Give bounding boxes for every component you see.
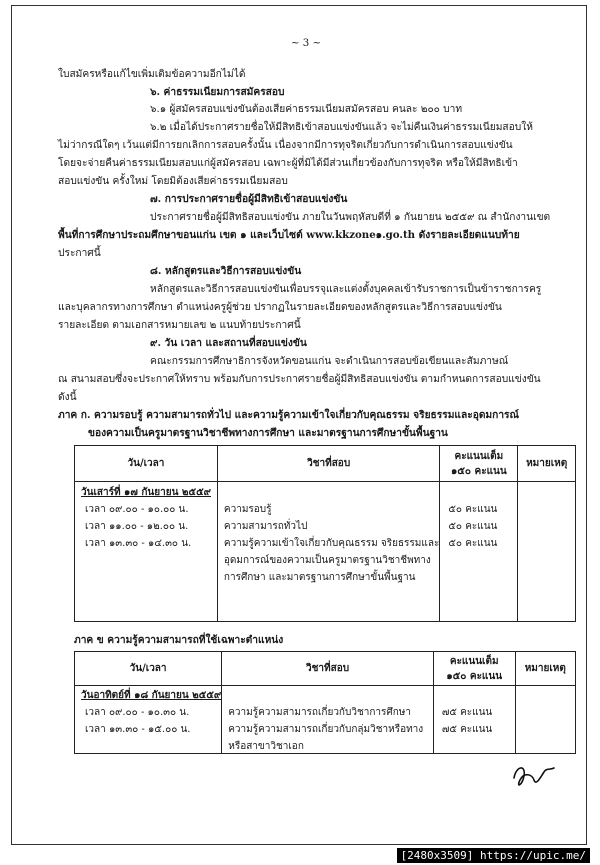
score-cell [440, 482, 518, 622]
subject-cell [222, 686, 434, 754]
text-line: โดยจะจ่ายคืนค่าธรรมเนียมสอบแก่ผู้สมัครสอบ เฉพาะผู้ที่มิได้มีส่วนเกี่ยวข้องกับการทุจริต หรือให้มีสิทธิเข้า [58, 158, 518, 169]
score-value: ๕๐ คะแนน [448, 538, 498, 549]
subject-item: อุดมการณ์ของความเป็นครูมาตรฐานวิชาชีพทาง [223, 555, 431, 566]
schedule-table-part-a [74, 445, 576, 622]
header-full-score-total: ๑๕๐ คะแนน [446, 670, 503, 682]
exam-time: เวลา ๑๑.๐๐ - ๑๒.๐๐ น. [85, 521, 189, 532]
header-date-time: วัน/เวลา [75, 446, 218, 482]
section-heading-schedule: ๙. วัน เวลา และสถานที่สอบแข่งขัน [150, 337, 307, 349]
date-time-cell [75, 482, 218, 622]
score-value: ๗๕ คะแนน [441, 707, 493, 718]
subject-cell [217, 482, 439, 622]
text-line: ๖.๒ เมื่อได้ประกาศรายชื่อให้มีสิทธิเข้าสอบแข่งขันแล้ว จะไม่คืนเงินค่าธรรมเนียมสอบให้ [150, 122, 533, 133]
score-value: ๗๕ คะแนน [441, 724, 493, 735]
score-value: ๕๐ คะแนน [448, 521, 498, 532]
header-remarks: หมายเหตุ [518, 446, 576, 482]
part-a-heading: ภาค ก. ความรอบรู้ ความสามารถทั่วไป และความรู้ความเข้าใจเกี่ยวกับคุณธรรม จริยธรรมและอุดมการณ์ [58, 409, 519, 421]
subject-item: ความสามารถทั่วไป [223, 521, 308, 532]
image-size-watermark: [2480x3509] https://upic.me/ [397, 848, 590, 863]
text-line: ดังนี้ [58, 392, 77, 403]
header-full-score [440, 446, 518, 482]
subject-item: ความรู้ความเข้าใจเกี่ยวกับคุณธรรม จริยธรรมและ [223, 538, 440, 549]
section-heading-curriculum: ๘. หลักสูตรและวิธีการสอบแข่งขัน [150, 265, 302, 277]
text-line: ประกาศนี้ [58, 248, 101, 259]
subject-item: ความรู้ความสามารถเกี่ยวกับวิชาการศึกษา [228, 707, 411, 718]
header-full-score [433, 652, 515, 686]
exam-time: เวลา ๐๙.๐๐ - ๑๐.๓๐ น. [85, 707, 190, 718]
schedule-table-part-b [74, 651, 576, 754]
score-cell [433, 686, 515, 754]
text-line: ประกาศรายชื่อผู้มีสิทธิสอบแข่งขัน ภายในวันพฤหัสบดีที่ ๑ กันยายน ๒๕๕๙ ณ สำนักงานเขต [150, 212, 551, 223]
header-subject: วิชาที่สอบ [222, 652, 434, 686]
header-full-score-total: ๑๕๐ คะแนน [451, 465, 507, 477]
text-line: และบุคลากรทางการศึกษา ตำแหน่งครูผู้ช่วย ปรากฏในรายละเอียดของหลักสูตรและวิธีการสอบแข่งขัน [58, 302, 502, 313]
score-value: ๕๐ คะแนน [448, 504, 498, 515]
section-heading-announcement: ๗. การประกาศรายชื่อผู้มีสิทธิเข้าสอบแข่งขัน [150, 193, 348, 205]
remarks-cell [518, 482, 576, 622]
text-line: หลักสูตรและวิธีการสอบแข่งขันเพื่อบรรจุและแต่งตั้งบุคคลเข้ารับราชการเป็นข้าราชการครู [150, 284, 542, 295]
exam-time: เวลา ๑๓.๓๐ - ๑๔.๓๐ น. [85, 538, 192, 549]
page-number: ~ 3 ~ [291, 38, 322, 49]
text-line: ๖.๑ ผู้สมัครสอบแข่งขันต้องเสียค่าธรรมเนียมสมัครสอบ คนละ ๒๐๐ บาท [150, 104, 463, 115]
text-line: คณะกรรมการศึกษาธิการจังหวัดขอนแก่น จะดำเนินการสอบข้อเขียนและสัมภาษณ์ [150, 356, 509, 367]
header-full-score-label: คะแนนเต็ม [454, 450, 504, 462]
section-heading-fee: ๖. ค่าธรรมเนียมการสมัครสอบ [150, 86, 285, 98]
text-line: สอบแข่งขัน ครั้งใหม่ โดยมิต้องเสียค่าธรรมเนียมสอบ [58, 176, 288, 187]
subject-item: การศึกษา และมาตรฐานการศึกษาขั้นพื้นฐาน [223, 572, 416, 583]
subject-item: ความรู้ความสามารถเกี่ยวกับกลุ่มวิชาหรือทาง [228, 724, 424, 735]
exam-time: เวลา ๐๙.๐๐ - ๑๐.๐๐ น. [85, 504, 189, 515]
part-b-heading: ภาค ข ความรู้ความสามารถที่ใช้เฉพาะตำแหน่ง [74, 634, 284, 646]
header-remarks: หมายเหตุ [515, 652, 575, 686]
date-time-cell [75, 686, 222, 754]
header-date-time: วัน/เวลา [75, 652, 222, 686]
subject-item: ความรอบรู้ [223, 504, 272, 515]
exam-date: วันอาทิตย์ที่ ๑๘ กันยายน ๒๕๕๙ [81, 690, 222, 701]
exam-time: เวลา ๑๓.๓๐ - ๑๕.๐๐ น. [85, 724, 191, 735]
header-full-score-label: คะแนนเต็ม [449, 655, 499, 667]
signature-mark [510, 758, 558, 792]
text-line: ไม่ว่ากรณีใดๆ เว้นแต่มีการยกเลิกการสอบครั้งนั้น เนื่องจากมีการทุจริตเกี่ยวกับการดำเนินการสอบแข่งขัน [58, 140, 513, 151]
exam-date: วันเสาร์ที่ ๑๗ กันยายน ๒๕๕๙ [81, 487, 211, 498]
subject-item: หรือสาขาวิชาเอก [228, 741, 304, 752]
header-subject: วิชาที่สอบ [217, 446, 439, 482]
text-line: ณ สนามสอบซึ่งจะประกาศให้ทราบ พร้อมกับการประกาศรายชื่อผู้มีสิทธิสอบแข่งขัน ตามกำหนดการสอบแข่งขัน [58, 374, 541, 385]
text-line: ใบสมัครหรือแก้ไขเพิ่มเติมข้อความอีกไม่ได้ [58, 69, 246, 80]
part-a-heading-cont: ของความเป็นครูมาตรฐานวิชาชีพทางการศึกษา และมาตรฐานการศึกษาขั้นพื้นฐาน [88, 427, 448, 439]
text-line-website: พื้นที่การศึกษาประถมศึกษาขอนแก่น เขต ๑ และเว็บไซต์ www.kkzone๑.go.th ดังรายละเอียดแนบท้าย [58, 229, 520, 241]
text-line: รายละเอียด ตามเอกสารหมายเลข ๒ แนบท้ายประกาศนี้ [58, 320, 301, 331]
remarks-cell [515, 686, 575, 754]
